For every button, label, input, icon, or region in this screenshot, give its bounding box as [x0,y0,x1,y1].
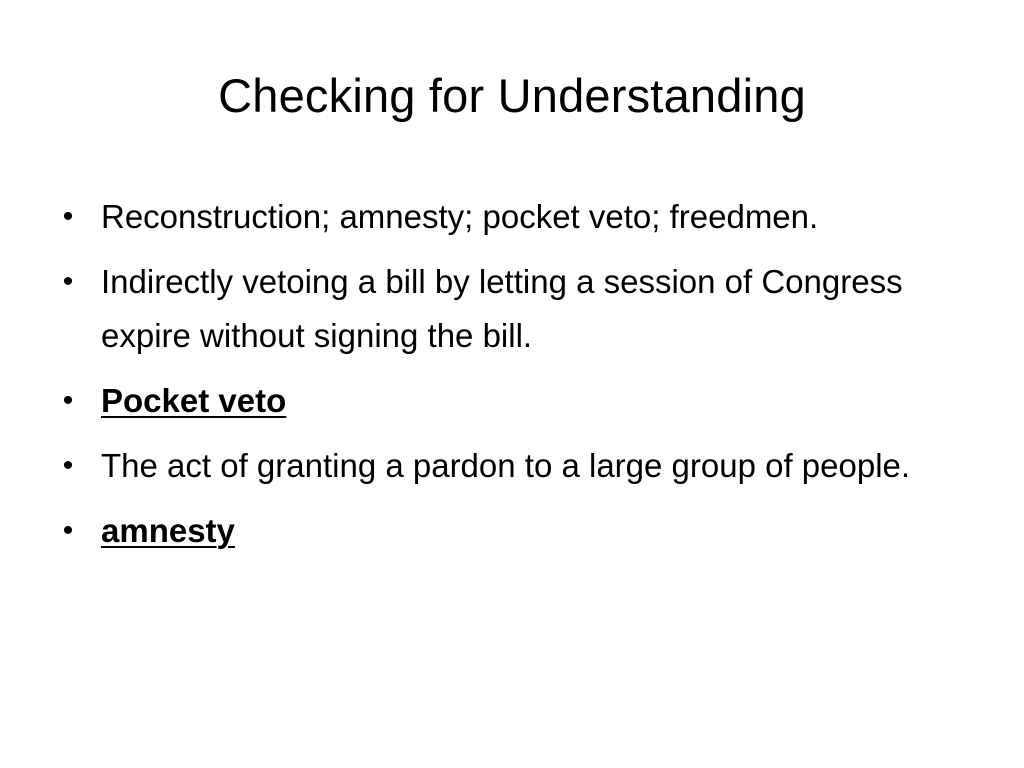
bullet-icon: • [62,200,74,233]
bullet-item-terms [58,190,958,244]
bullet-icon: • [62,384,74,417]
bullet-text: Indirectly vetoing a bill by letting a session of Congress expire without signing the bill. [101,263,903,354]
bullet-text: Reconstruction; amnesty; pocket veto; freedmen. [101,198,819,235]
answer-text: Pocket veto [101,382,287,419]
bullet-item-question-2 [58,439,958,493]
bullet-icon: • [62,449,74,482]
bullet-item-question-1 [58,255,958,363]
bullet-list [58,190,958,569]
answer-text: amnesty [101,512,235,549]
slide-title: Checking for Understanding [218,69,806,122]
bullet-icon: • [62,265,74,298]
bullet-text: The act of granting a pardon to a large group of people. [101,447,911,484]
bullet-icon: • [62,514,74,547]
bullet-item-answer-2 [58,504,958,558]
bullet-item-answer-1 [58,374,958,428]
